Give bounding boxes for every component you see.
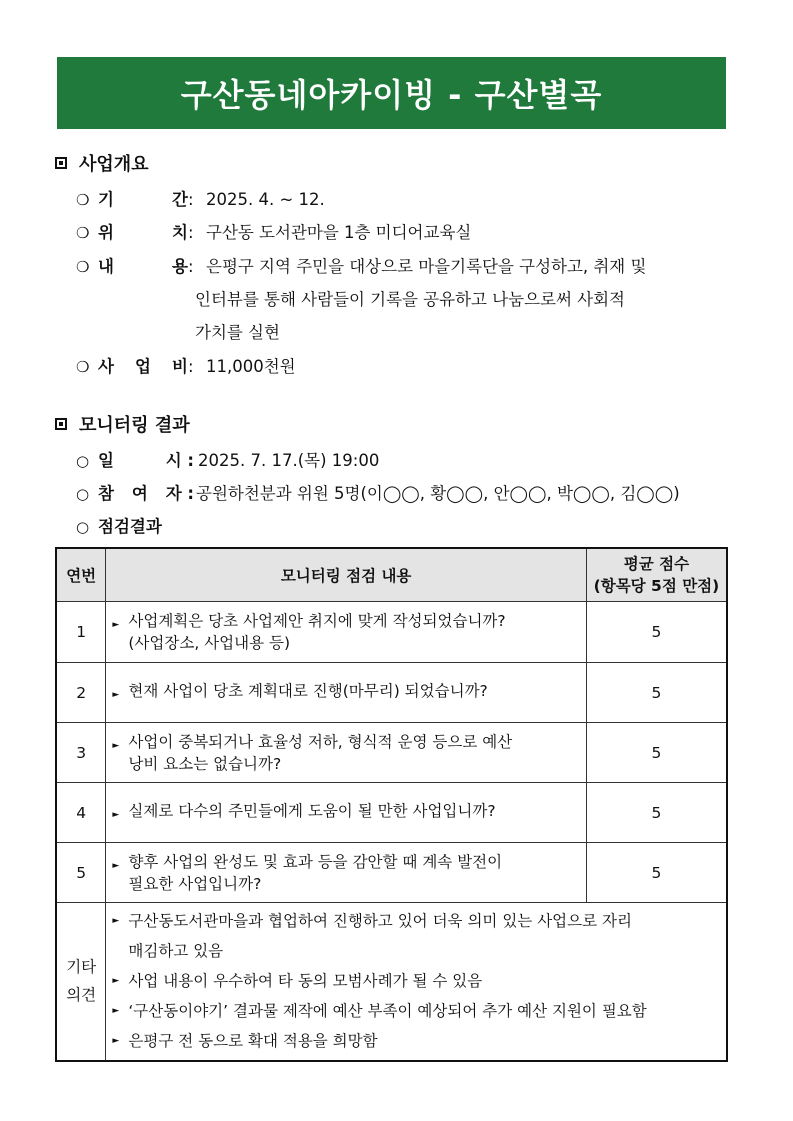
row-number: 4 (56, 783, 106, 843)
budget-label: 사 업 비 (98, 357, 188, 376)
row-question: ► 사업계획은 당초 사업제안 취지에 맞게 작성되었습니까? (사업장소, 사업내용 등) (106, 602, 587, 663)
table-header-row (56, 548, 727, 602)
row-question: ► 사업이 중복되거나 효율성 저하, 형식적 운영 등으로 예산 낭비 요소는 없습니까? (106, 723, 587, 783)
triangle-bullet-icon: ► (112, 1036, 120, 1047)
row-score: 5 (586, 723, 727, 783)
triangle-bullet-icon: ► (112, 916, 120, 927)
row-score: 5 (586, 602, 727, 663)
triangle-bullet-icon: ► (112, 689, 120, 700)
participants-label: 참 여 자 : (98, 484, 194, 503)
row-question: ► 실제로 다수의 주민들에게 도움이 될 만한 사업입니까? (106, 783, 587, 843)
header-score: 평균 점수 (항목당 5점 만점) (586, 548, 727, 602)
table-row (56, 783, 727, 843)
triangle-bullet-icon: ► (112, 860, 120, 871)
table-row (56, 723, 727, 783)
triangle-bullet-icon: ► (112, 620, 120, 630)
circle-bullet-icon: ○ (76, 485, 90, 503)
row-score: 5 (586, 843, 727, 903)
triangle-bullet-icon: ► (112, 976, 120, 987)
overview-period: ❍ 기 간 : 2025. 4. ~ 12. (76, 186, 736, 210)
title-banner (57, 57, 726, 129)
monitoring-date (76, 447, 736, 471)
location-value: 구산동 도서관마을 1층 미디어교육실 (206, 223, 472, 242)
triangle-bullet-icon: ► (112, 809, 120, 820)
budget-value: 11,000천원 (206, 357, 296, 376)
monitoring-result (76, 513, 736, 537)
content-label: 내 용 (98, 257, 188, 276)
overview-location: ❍ 위 치 : 구산동 도서관마을 1층 미디어교육실 (76, 219, 736, 243)
row-number: 3 (56, 723, 106, 783)
content-value: 은평구 지역 주민을 대상으로 마을기록단을 구성하고, 취재 및 (206, 257, 647, 276)
period-value: 2025. 4. ~ 12. (206, 190, 325, 209)
table-row-etc (56, 903, 727, 1061)
triangle-bullet-icon: ► (112, 740, 120, 751)
table-row (56, 602, 727, 663)
circle-bullet-icon: ○ (76, 452, 90, 470)
circle-bullet-icon: ❍ (76, 258, 90, 276)
etc-content: ► 구산동도서관마을과 협업하여 진행하고 있어 더욱 의미 있는 사업으로 자리 매김하고 있음 ► 사업 내용이 우수하여 타 동의 모범사례가 될 수 있음 ► ‘구산동이야기’ 결과물 제작에 예산 부족이 예상되어 추가 예산 지원이 필요함 ► 은평구 전 동으로 확대 적용을 희망함 (106, 903, 727, 1061)
page-title: 구산동네아카이빙 - 구산별곡 (180, 76, 603, 114)
content-value-line3: 가치를 실현 (195, 323, 280, 342)
table-row (56, 663, 727, 723)
period-label: 기 간 (98, 190, 188, 209)
section-monitoring (55, 411, 190, 437)
header-no: 연번 (56, 548, 106, 602)
row-number: 5 (56, 843, 106, 903)
participants-value: 공원하천분과 위원 5명(이◯◯, 황◯◯, 안◯◯, 박◯◯, 김◯◯) (196, 484, 680, 503)
square-bullet-icon (55, 418, 67, 430)
circle-bullet-icon: ❍ (76, 191, 90, 209)
circle-bullet-icon: ❍ (76, 358, 90, 376)
content-value-line2: 인터뷰를 통해 사람들이 기록을 공유하고 나눔으로써 사회적 (195, 290, 625, 309)
square-bullet-icon (55, 157, 67, 169)
header-content: 모니터링 점검 내용 (106, 548, 587, 602)
table-row (56, 843, 727, 903)
result-table (55, 547, 728, 1062)
row-score: 5 (586, 663, 727, 723)
date-value: 2025. 7. 17.(목) 19:00 (198, 451, 380, 470)
etc-label: 기타 의견 (56, 903, 106, 1061)
section-heading: 사업개요 (79, 154, 149, 175)
result-label: 점검결과 (98, 517, 162, 536)
section-overview (55, 150, 149, 176)
circle-bullet-icon: ○ (76, 518, 90, 536)
location-label: 위 치 (98, 223, 188, 242)
date-label: 일 시 : (98, 451, 194, 470)
row-number: 1 (56, 602, 106, 663)
row-number: 2 (56, 663, 106, 723)
overview-content: ❍ 내 용 : 은평구 지역 주민을 대상으로 마을기록단을 구성하고, 취재 및 (76, 253, 736, 277)
row-score: 5 (586, 783, 727, 843)
row-question: ► 현재 사업이 당초 계획대로 진행(마무리) 되었습니까? (106, 663, 587, 723)
section-heading: 모니터링 결과 (79, 415, 190, 436)
circle-bullet-icon: ❍ (76, 224, 90, 242)
monitoring-participants (76, 480, 736, 504)
overview-budget: ❍ 사 업 비 : 11,000천원 (76, 353, 736, 377)
triangle-bullet-icon: ► (112, 1006, 120, 1017)
row-question: ► 향후 사업의 완성도 및 효과 등을 감안할 때 계속 발전이 필요한 사업입니까? (106, 843, 587, 903)
